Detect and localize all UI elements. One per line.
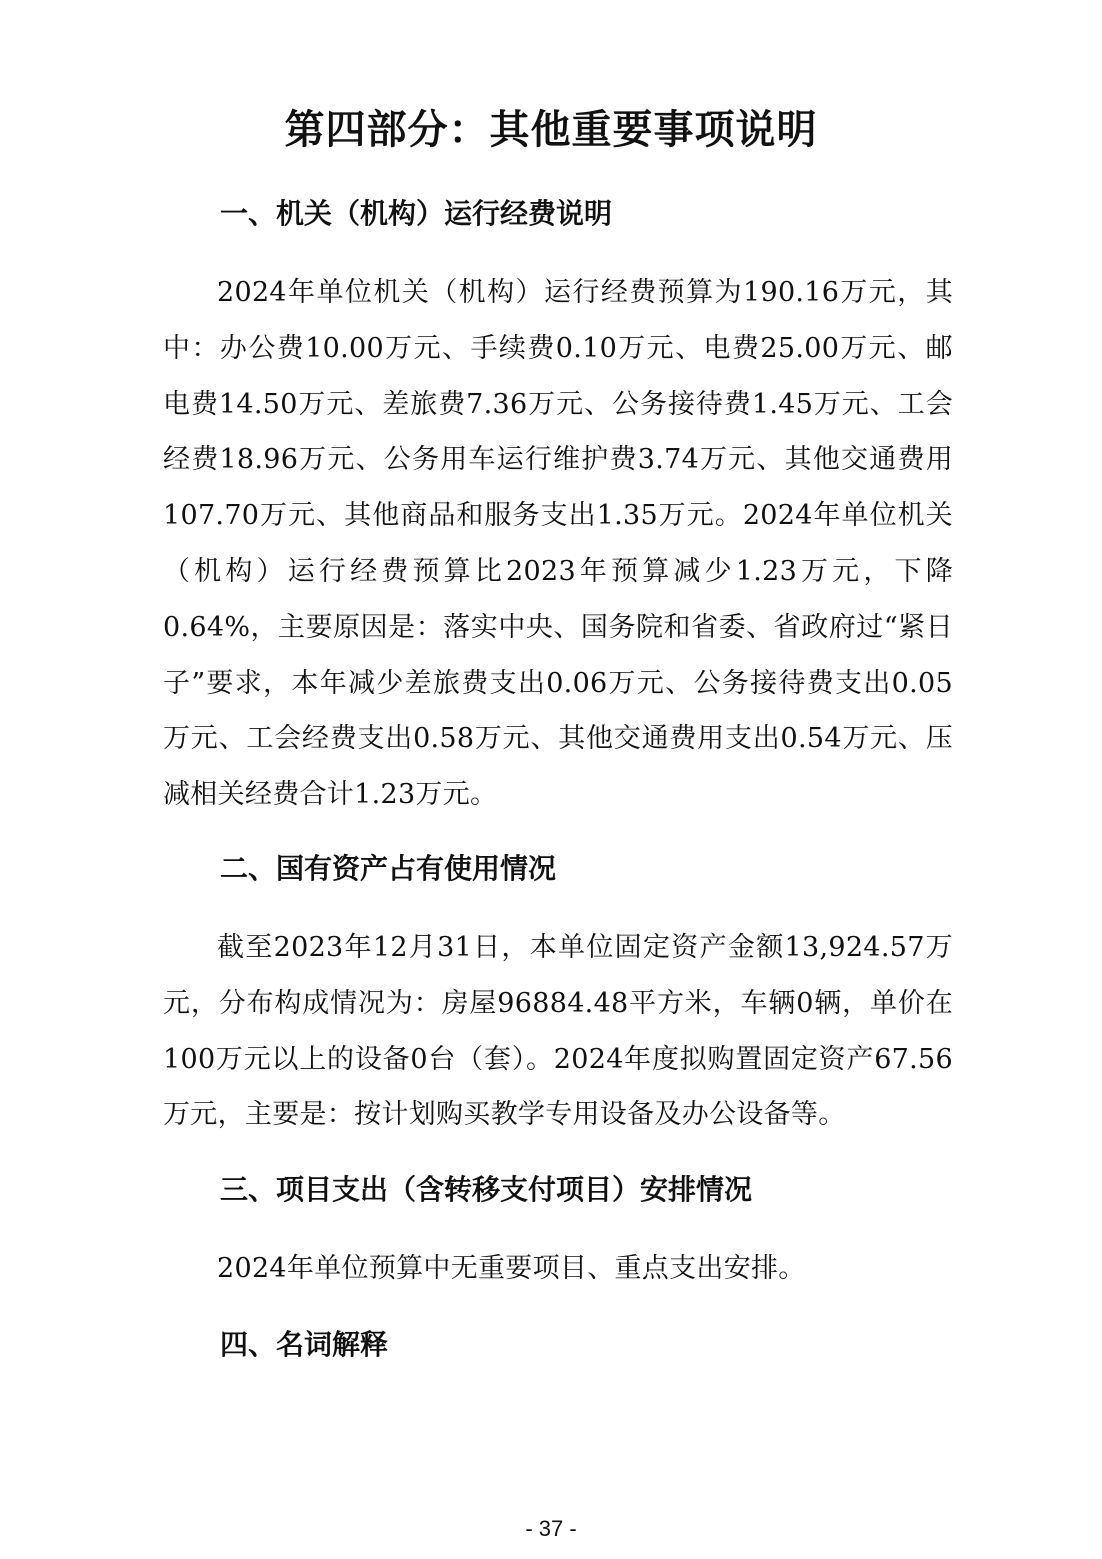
section-heading-1: 一、机关（机构）运行经费说明	[220, 197, 613, 230]
section-paragraph-1: 2024年单位机关（机构）运行经费预算为190.16万元，其中：办公费10.00万元、手续费0.10万元、电费25.00万元、邮电费14.50万元、差旅费7.36万元、公务接待费1.45万元、工会经费18.96万元、公务用车运行维护费3.74万元、其他交通费用107.70万元、其他商品和服务支出1.35万元。2024年单位机关（机构）运行经费预算比2023年预算减少1.23万元，下降0.64%，主要原因是：落实中央、国务院和省委、省政府过“紧日子”要求，本年减少差旅费支出0.06万元、公务接待费支出0.05万元、工会经费支出0.58万元、其他交通费用支出0.54万元、压减相关经费合计1.23万元。	[163, 277, 953, 811]
section-heading-3: 三、项目支出（含转移支付项目）安排情况	[220, 1173, 753, 1206]
section-paragraph-3: 2024年单位预算中无重要项目、重点支出安排。	[217, 1253, 806, 1284]
section-paragraph-2: 截至2023年12月31日，本单位固定资产金额13,924.57万元，分布构成情况为：房屋96884.48平方米，车辆0辆，单价在100万元以上的设备0台（套）。2024年度拟购置固定资产67.56万元，主要是：按计划购买教学专用设备及办公设备等。	[163, 932, 953, 1131]
section-heading-4: 四、名词解释	[220, 1328, 389, 1361]
section-heading-2: 二、国有资产占有使用情况	[220, 852, 557, 885]
page-title: 第四部分：其他重要事项说明	[284, 107, 818, 153]
page-number: - 37 -	[525, 1516, 577, 1541]
